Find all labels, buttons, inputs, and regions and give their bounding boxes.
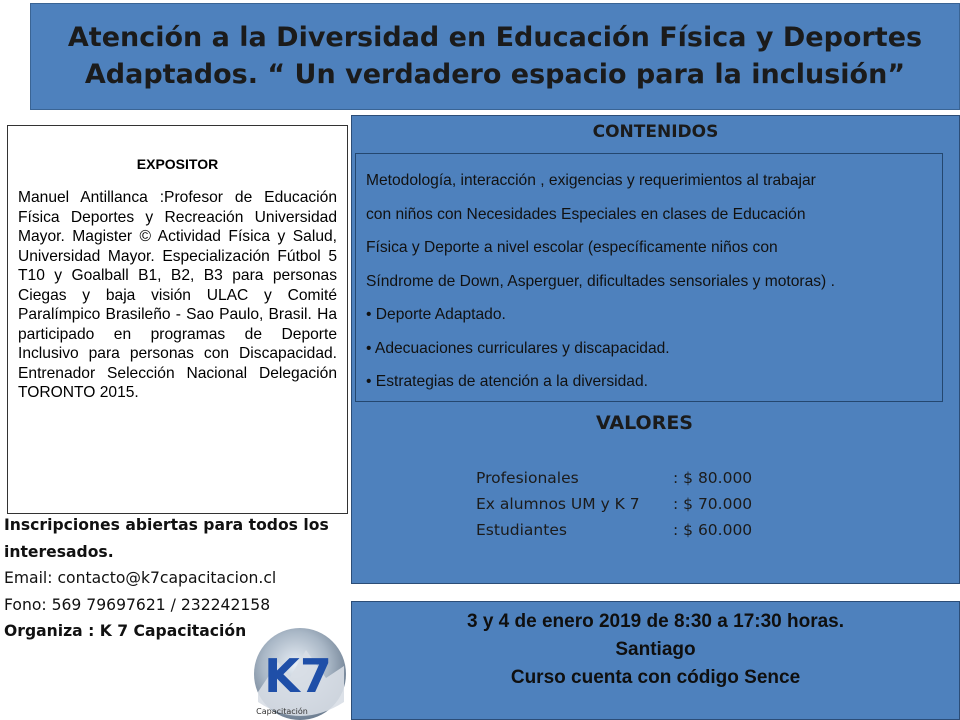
expositor-bio: Manuel Antillanca :Profesor de Educación Física Deportes y Recreación Universidad Mayor. Magister © Actividad Física y Salud, Universidad Mayor. Especialización Fútbol 5 T10 y Goalball B1, B2, B3 para personas Ciegas y baja visión ULAC y Comité Paralímpico Brasileño - Sao Paulo, Brasil. Ha participado en programas de Deporte Inclusivo para personas con Discapacidad. Entrenador Selección Nacional Delegación TORONTO 2015. [18,189,337,401]
price-label: Profesionales [476,469,579,487]
phone-line: Fono: 569 79697621 / 232242158 [4,595,271,614]
price-row [476,465,793,491]
contents-line: Metodología, interacción , exigencias y requerimientos al trabajar [366,172,816,189]
price-label: Ex alumnos UM y K 7 [476,495,640,513]
registration-line-1: Inscripciones abiertas para todos los [4,516,329,534]
contents-heading: CONTENIDOS [592,122,719,142]
price-row [476,517,793,543]
contents-list [355,153,943,402]
logo-subtext: Capacitación [256,707,308,716]
event-date: 3 y 4 de enero 2019 de 8:30 a 17:30 horas. [466,611,845,632]
contents-bullet: • Estrategias de atención a la diversidad. [366,373,648,390]
contents-bullet: • Adecuaciones curriculares y discapacidad. [366,339,670,357]
price-table [476,465,793,543]
contents-line: con niños con Necesidades Especiales en clases de Educación [366,205,806,223]
expositor-panel [7,125,348,514]
email-line: Email: contacto@k7capacitacion.cl [4,569,277,587]
price-value: : $ 70.000 [673,495,753,513]
contents-bullet: • Deporte Adaptado. [366,306,506,323]
organizer-line: Organiza : K 7 Capacitación [4,622,247,640]
title-line-1: Atención a la Diversidad en Educación Física y Deportes [67,22,923,54]
expositor-heading: EXPOSITOR [136,156,219,172]
registration-line-2: interesados. [4,542,114,561]
contents-line: Física y Deporte a nivel escolar (específicamente niños con [366,239,778,256]
contents-line: Síndrome de Down, Asperguer, dificultades sensoriales y motoras) . [366,272,835,290]
logo-text: K7 [264,649,332,703]
k7-logo [248,622,352,720]
valores-heading: VALORES [596,412,693,434]
price-value: : $ 60.000 [673,521,753,539]
event-date-panel [351,601,960,720]
event-note: Curso cuenta con código Sence [510,667,801,688]
title-line-2: Adaptados. “ Un verdadero espacio para la inclusión” [84,58,906,90]
price-value: : $ 80.000 [673,469,753,487]
event-city: Santiago [615,639,696,660]
contents-panel [351,115,960,584]
price-row [476,491,793,517]
price-label: Estudiantes [476,521,567,539]
title-banner [30,3,960,110]
